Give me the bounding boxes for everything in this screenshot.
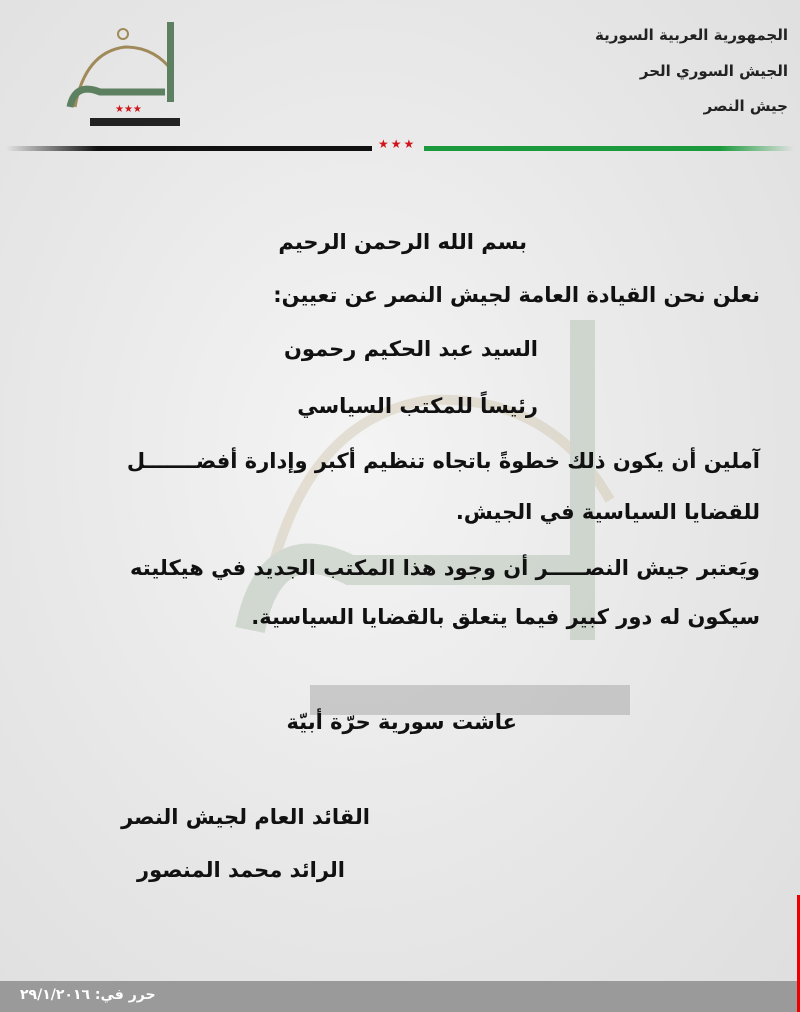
flag-stars-icon: ★★★ [378, 137, 417, 151]
signature-name: الرائد محمد المنصور [136, 858, 345, 882]
paragraph2-line2: سيكون له دور كبير فيما يتعلق بالقضايا السياسية. [251, 605, 760, 629]
signature-title: القائد العام لجيش النصر [121, 805, 370, 829]
svg-text:★★★: ★★★ [115, 104, 142, 115]
paragraph1-line1: آملين أن يكون ذلك خطوةً باتجاه تنظيم أكبر وإدارة أفضـــــــل [126, 449, 760, 473]
footer-bar [0, 981, 797, 1012]
announcement: نعلن نحن القيادة العامة لجيش النصر عن تعيين: [273, 283, 760, 307]
slogan: عاشت سورية حرّة أبيّة [286, 710, 517, 734]
divider-green [424, 146, 794, 151]
appointee-position: رئيساً للمكتب السياسي [297, 394, 538, 418]
paragraph1-line2: للقضايا السياسية في الجيش. [455, 500, 760, 524]
header-faction: جيش النصر [703, 97, 788, 115]
paragraph2-line1: ويَعتبر جيش النصـــــر أن وجود هذا المكتب الجديد في هيكليته [130, 556, 760, 580]
header-country: الجمهورية العربية السورية [595, 26, 788, 44]
basmala: بسم الله الرحمن الرحيم [278, 230, 527, 254]
logo [55, 12, 190, 132]
divider-black [6, 146, 372, 151]
footer-date: حرر في: ٢٩/١/٢٠١٦ [20, 987, 156, 1003]
appointee-name: السيد عبد الحكيم رحمون [284, 337, 538, 361]
header-army: الجيش السوري الحر [639, 62, 788, 80]
